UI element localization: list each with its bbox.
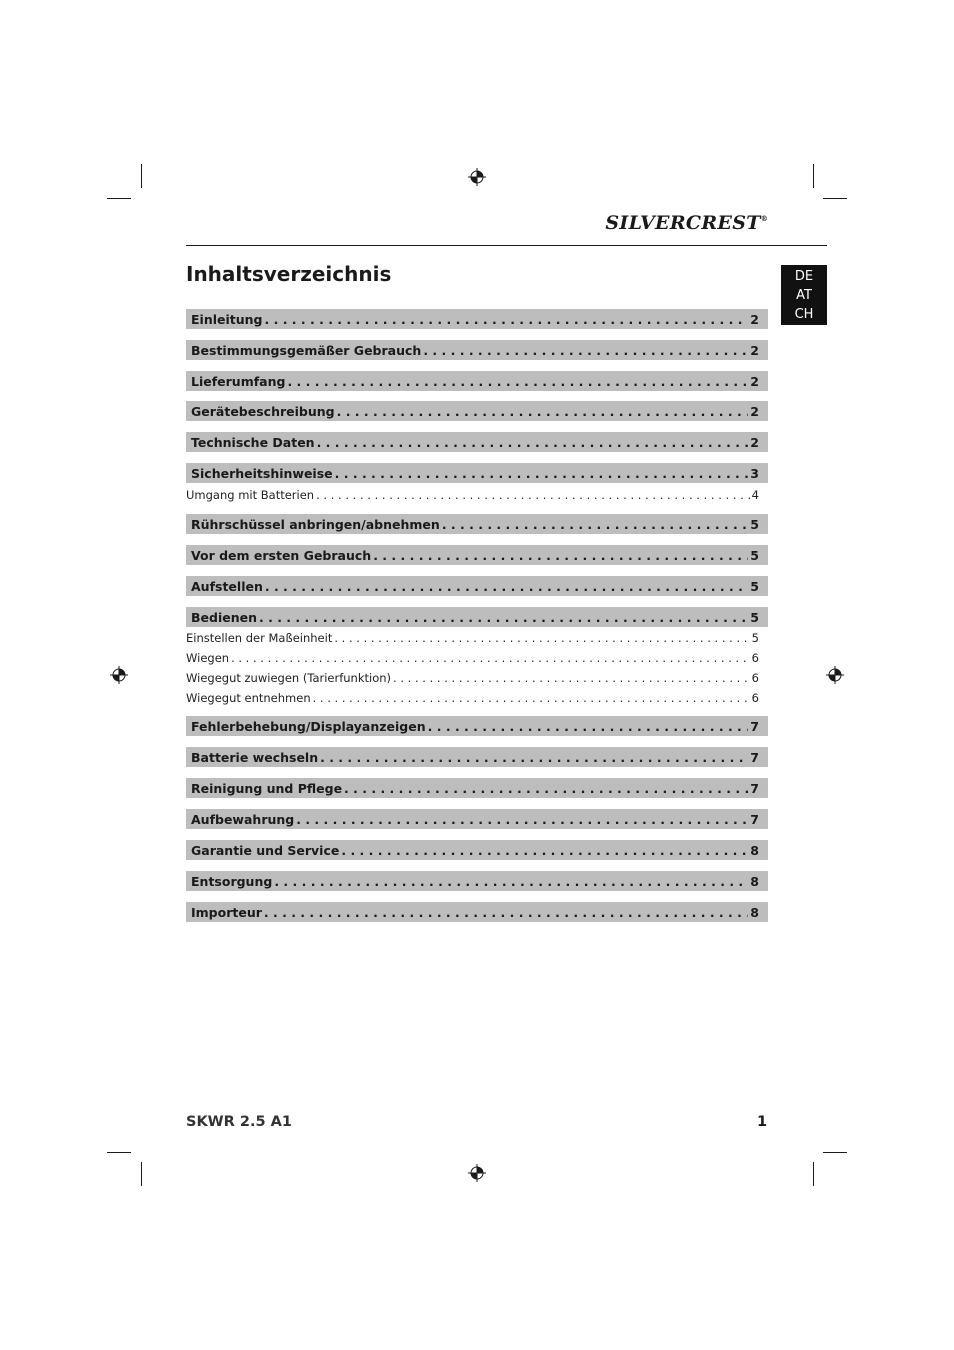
toc-label: Batterie wechseln [191,749,319,765]
toc-entry[interactable] [186,607,768,627]
toc-page: 6 [751,651,759,665]
toc-entry[interactable] [186,902,768,922]
toc-page: 8 [750,873,759,889]
toc-page: 2 [750,373,759,389]
registration-mark-icon [468,1164,486,1182]
toc-label: Einleitung [191,311,263,327]
toc-label: Aufbewahrung [191,811,295,827]
toc-label: Sicherheitshinweise [191,465,333,481]
toc-page: 8 [750,904,759,920]
toc-entry[interactable] [186,716,768,736]
crop-mark [813,164,814,188]
toc-page: 2 [750,342,759,358]
toc-label: Importeur [191,904,262,920]
toc-page: 5 [750,516,759,532]
model-number: SKWR 2.5 A1 [186,1114,292,1130]
toc-page: 4 [751,488,759,502]
toc-entry[interactable] [186,576,768,596]
toc-page: 6 [751,691,759,705]
toc-entry[interactable] [186,840,768,860]
toc-entry[interactable] [186,871,768,891]
registration-mark-icon [826,666,844,684]
toc-label: Fehlerbehebung/Displayanzeigen [191,718,426,734]
crop-mark [823,198,847,199]
toc-page: 5 [750,609,759,625]
toc-page: 2 [750,434,759,450]
toc-page: 5 [750,547,759,563]
crop-mark [141,164,142,188]
toc-label: Einstellen der Maßeinheit [186,631,333,645]
page-number: 1 [757,1114,768,1130]
toc-entry[interactable] [186,545,768,565]
toc-page: 7 [750,811,759,827]
registration-mark-icon [468,168,486,186]
toc-page: 7 [750,780,759,796]
toc-entry[interactable] [186,514,768,534]
toc-label: Umgang mit Batterien [186,488,315,502]
toc-page: 2 [750,403,759,419]
toc-entry[interactable] [186,809,768,829]
toc-page: 6 [751,671,759,685]
toc-label: Bestimmungsgemäßer Gebrauch [191,342,422,358]
toc-page: 5 [750,578,759,594]
registered-mark: ® [760,214,768,223]
crop-mark [141,1162,142,1186]
toc-entry[interactable] [186,432,768,452]
toc-label: Gerätebeschreibung [191,403,335,419]
crop-mark [813,1162,814,1186]
toc-entry[interactable] [186,778,768,798]
toc-page: 3 [750,465,759,481]
toc-page: 7 [750,749,759,765]
toc-page: 7 [750,718,759,734]
crop-mark [107,198,131,199]
toc-subentry[interactable] [186,630,768,646]
language-code: AT [796,288,812,303]
registration-mark-icon [110,666,128,684]
toc-label: Technische Daten [191,434,315,450]
toc-label: Entsorgung [191,873,273,889]
language-tab [781,265,827,325]
toc-entry[interactable] [186,463,768,483]
toc-label: Wiegegut entnehmen [186,691,311,705]
toc-entry[interactable] [186,340,768,360]
toc-label: Bedienen [191,609,257,625]
toc-label: Vor dem ersten Gebrauch [191,547,372,563]
language-code: DE [794,269,814,284]
toc-label: Wiegegut zuwiegen (Tarierfunktion) [186,671,392,685]
toc-label: Aufstellen [191,578,263,594]
page-title: Inhaltsverzeichnis [186,262,392,286]
toc-page: 2 [750,311,759,327]
toc-label: Wiegen [186,651,230,665]
toc-label: Rührschüssel anbringen/abnehmen [191,516,440,532]
toc-entry[interactable] [186,371,768,391]
toc-entry[interactable] [186,747,768,767]
toc-page: 5 [751,631,759,645]
toc-subentry[interactable] [186,670,768,686]
header-divider [186,245,827,246]
toc-entry[interactable] [186,309,768,329]
language-code: CH [794,307,814,322]
toc-subentry[interactable] [186,487,768,503]
toc-page: 8 [750,842,759,858]
toc-entry[interactable] [186,401,768,421]
toc-label: Reinigung und Pflege [191,780,343,796]
toc-subentry[interactable] [186,650,768,666]
brand-logo [605,212,768,234]
brand-name: SILVERCREST [605,212,761,234]
crop-mark [107,1152,131,1153]
toc-label: Lieferumfang [191,373,286,389]
toc-subentry[interactable] [186,690,768,706]
toc-label: Garantie und Service [191,842,340,858]
crop-mark [823,1152,847,1153]
